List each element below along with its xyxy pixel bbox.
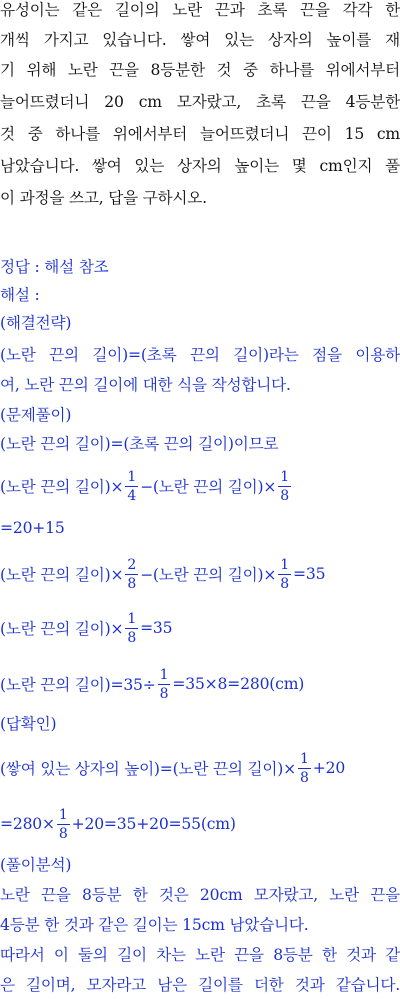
eq-text: =35 — [292, 565, 326, 583]
fraction-numerator: 1 — [159, 666, 169, 683]
fraction-numerator: 2 — [127, 556, 137, 573]
fraction — [125, 470, 138, 503]
equation-6 — [0, 746, 345, 790]
strategy-line: 여, 노란 끈의 길이에 대한 식을 작성합니다. — [0, 376, 291, 394]
solve-header: (문제풀이) — [0, 406, 72, 424]
eq-text: (쌓여 있는 상자의 높이)=(노란 끈의 길이)× — [0, 760, 297, 778]
analysis-line: 따라서 이 둘의 길이 차는 노란 끈을 8등분 한 것과 같 — [0, 946, 400, 964]
eq-text: −(노란 끈의 길이)× — [140, 478, 277, 496]
fraction-numerator: 1 — [127, 610, 137, 627]
eq-text: +20 — [312, 759, 346, 777]
analysis-header: (풀이분석) — [0, 856, 72, 874]
fraction-denominator: 8 — [127, 629, 137, 646]
solve-line: (노란 끈의 길이)=(초록 끈의 길이)이므로 — [0, 435, 279, 453]
eq-text: (노란 끈의 길이)=35÷ — [0, 676, 156, 694]
question-line: 기 위해 노란 끈을 8등분한 것 중 하나를 위에서부터 — [0, 61, 400, 79]
eq-text: =280× — [0, 815, 55, 833]
question-line: 이 과정을 쓰고, 답을 구하시오. — [0, 189, 207, 207]
eq-text: (노란 끈의 길이)× — [0, 566, 124, 584]
fraction-numerator: 1 — [280, 468, 289, 485]
fraction — [278, 558, 291, 591]
equation-2: =20+15 — [0, 519, 65, 537]
equation-5 — [0, 662, 304, 706]
eq-text: =35 — [140, 619, 173, 637]
fraction-denominator: 8 — [280, 575, 289, 592]
fraction — [57, 808, 70, 841]
fraction — [278, 470, 291, 503]
equation-3 — [0, 552, 325, 596]
fraction-denominator: 8 — [159, 685, 169, 702]
analysis-line: 4등분 한 것과 같은 길이는 15cm 남았습니다. — [0, 916, 309, 934]
analysis-line: 은 길이며, 모자라고 남은 길이를 더한 것과 같습니다. — [0, 976, 400, 994]
question-line: 것 중 하나를 위에서부터 늘어뜨렸더니 끈이 15 cm — [0, 125, 400, 143]
equation-1 — [0, 464, 293, 508]
fraction-denominator: 8 — [58, 825, 68, 842]
fraction-denominator: 4 — [127, 487, 137, 504]
question-line: 늘어뜨렸더니 20 cm 모자랐고, 초록 끈을 4등분한 — [0, 93, 400, 111]
question-line: 남았습니다. 쌓여 있는 상자의 높이는 몇 cm인지 풀 — [0, 157, 400, 175]
eq-text: +20=35+20=55(cm) — [71, 815, 236, 833]
strategy-line: (노란 끈의 길이)=(초록 끈의 길이)라는 점을 이용하 — [0, 346, 400, 364]
fraction-denominator: 8 — [300, 769, 309, 786]
fraction-numerator: 1 — [127, 468, 137, 485]
answer-label: 정답 : 해설 참조 — [0, 258, 109, 276]
eq-text: =35×8=280(cm) — [172, 675, 305, 693]
check-header: (답확인) — [0, 715, 57, 733]
fraction — [125, 558, 138, 591]
equation-7 — [0, 802, 236, 846]
eq-text: (노란 끈의 길이)× — [0, 478, 124, 496]
question-line: 개씩 가지고 있습니다. 쌓여 있는 상자의 높이를 재 — [0, 31, 400, 49]
explanation-label: 해설 : — [0, 286, 40, 304]
fraction — [158, 668, 171, 701]
eq-text: −(노란 끈의 길이)× — [140, 566, 277, 584]
fraction-numerator: 1 — [280, 556, 289, 573]
eq-text: (노란 끈의 길이)× — [0, 620, 124, 638]
fraction-denominator: 8 — [280, 487, 289, 504]
fraction-denominator: 8 — [127, 575, 137, 592]
equation-4 — [0, 606, 172, 650]
analysis-line: 노란 끈을 8등분 한 것은 20cm 모자랐고, 노란 끈을 — [0, 886, 400, 904]
fraction — [298, 752, 311, 785]
fraction-numerator: 1 — [58, 806, 68, 823]
fraction — [125, 612, 138, 645]
question-line: 유성이는 같은 길이의 노란 끈과 초록 끈을 각각 한 — [0, 1, 400, 19]
fraction-numerator: 1 — [300, 750, 309, 767]
strategy-header: (해결전략) — [0, 314, 72, 332]
